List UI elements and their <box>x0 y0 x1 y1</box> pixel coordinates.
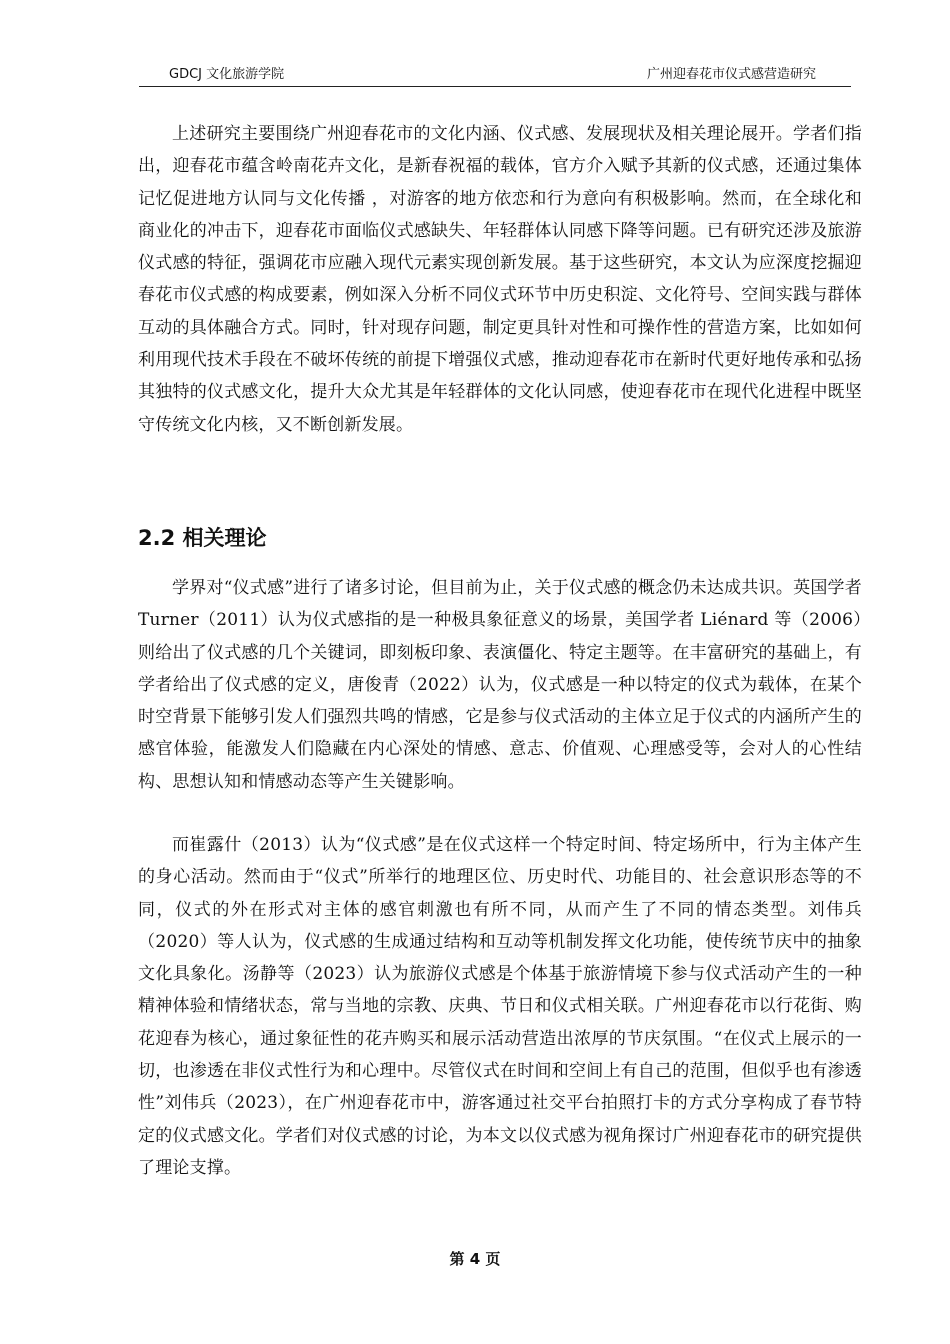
header-paper-title: 广州迎春花市仪式感营造研究 <box>646 67 816 82</box>
theory-block-1 <box>138 572 862 798</box>
theory-block-2 <box>138 829 862 1184</box>
page-header <box>139 66 851 87</box>
section-heading: 2.2 相关理论 <box>138 526 267 550</box>
page-number: 第 4 页 <box>449 1250 501 1268</box>
paragraph-theory-2: 而崔露什（2013）认为“仪式感”是在仪式这样一个特定时间、特定场所中，行为主体产生的身心活动。然而由于“仪式”所举行的地理区位、历史时代、功能目的、社会意识形态等的不同，仪式的外在形式对主体的感官刺激也有所不同，从而产生了不同的情态类型。刘伟兵（2020）等人认为，仪式感的生成通过结构和互动等机制发挥文化功能，使传统节庆中的抽象文化具象化。汤静等（2023）认为旅游仪式感是个体基于旅游情境下参与仪式活动产生的一种精神体验和情绪状态，常与当地的宗教、庆典、节日和仪式相关联。广州迎春花市以行花街、购花迎春为核心，通过象征性的花卉购买和展示活动营造出浓厚的节庆氛围。“在仪式上展示的一切，也渗透在非仪式性行为和心理中。尽管仪式在时间和空间上有自己的范围，但似乎也有渗透性”刘伟兵（2023），在广州迎春花市中，游客通过社交平台拍照打卡的方式分享构成了春节特定的仪式感文化。学者们对仪式感的讨论，为本文以仪式感为视角探讨广州迎春花市的研究提供了理论支撑。 <box>138 835 862 1178</box>
paragraph-theory-1: 学界对“仪式感”进行了诸多讨论，但目前为止，关于仪式感的概念仍未达成共识。英国学者 Turner（2011）认为仪式感指的是一种极具象征意义的场景，美国学者 Liénard 等（2006）则给出了仪式感的几个关键词，即刻板印象、表演僵化、特定主题等。在丰富研究的基础上，有学者给出了仪式感的定义，唐俊青（2022）认为，仪式感是一种以特定的仪式为载体，在某个时空背景下能够引发人们强烈共鸣的情感，它是参与仪式活动的主体立足于仪式的内涵所产生的感官体验，能激发人们隐藏在内心深处的情感、意志、价值观、心理感受等，会对人的心性结构、思想认知和情感动态等产生关键影响。 <box>138 578 862 792</box>
header-institution: GDCJ 文化旅游学院 <box>169 67 285 82</box>
intro-block <box>138 118 862 441</box>
paragraph-intro: 上述研究主要围绕广州迎春花市的文化内涵、仪式感、发展现状及相关理论展开。学者们指出，迎春花市蕴含岭南花卉文化，是新春祝福的载体，官方介入赋予其新的仪式感，还通过集体记忆促进地方认同与文化传播 ，对游客的地方依恋和行为意向有积极影响。然而，在全球化和商业化的冲击下，迎春花市面临仪式感缺失、年轻群体认同感下降等问题。已有研究还涉及旅游仪式感的特征，强调花市应融入现代元素实现创新发展。基于这些研究，本文认为应深度挖掘迎春花市仪式感的构成要素，例如深入分析不同仪式环节中历史积淀、文化符号、空间实践与群体互动的具体融合方式。同时，针对现存问题，制定更具针对性和可操作性的营造方案，比如如何利用现代技术手段在不破坏传统的前提下增强仪式感，推动迎春花市在新时代更好地传承和弘扬其独特的仪式感文化，提升大众尤其是年轻群体的文化认同感，使迎春花市在现代化进程中既坚守传统文化内核，又不断创新发展。 <box>138 124 862 435</box>
